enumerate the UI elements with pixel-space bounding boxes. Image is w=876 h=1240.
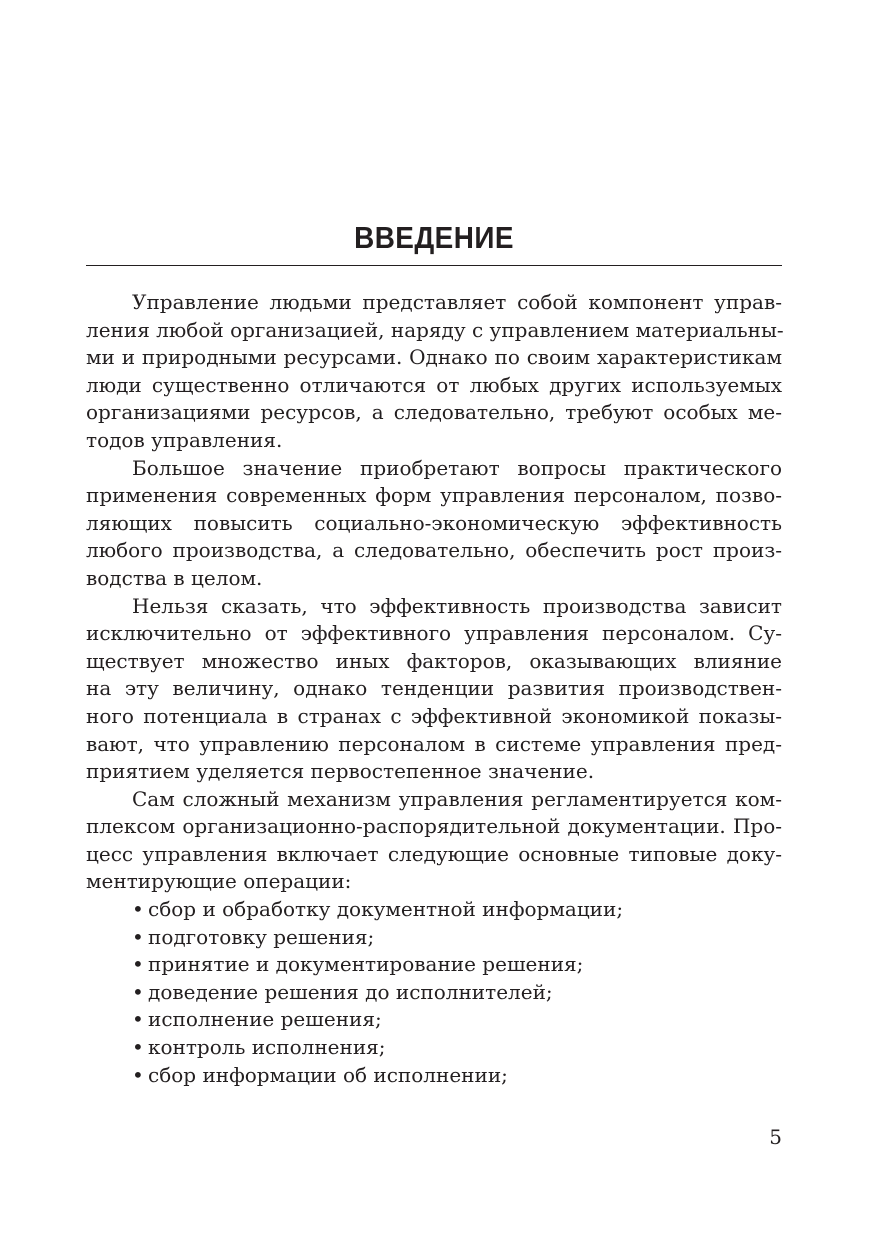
text-line: ляющих повысить социально-экономическую эффективность — [86, 510, 782, 535]
text-line: плексом организационно-распорядительной документации. Про- — [86, 814, 782, 839]
text-line: исключительно от эффективного управления персоналом. Су- — [86, 621, 782, 646]
bullet-icon: • — [132, 1007, 144, 1032]
text-line: организациями ресурсов, а следовательно, требуют особых ме- — [86, 400, 782, 425]
page-title: ВВЕДЕНИЕ — [354, 220, 514, 255]
list-item-text: исполнение решения; — [148, 1007, 382, 1032]
list-item-text: доведение решения до исполнителей; — [148, 979, 553, 1004]
body-text — [86, 289, 782, 1089]
list-item — [86, 896, 782, 924]
bullet-icon: • — [132, 979, 144, 1004]
page-number: 5 — [769, 1125, 782, 1149]
text-line: любого производства, а следовательно, обеспечить рост произ- — [86, 538, 782, 563]
text-line: тодов управления. — [86, 427, 283, 452]
text-line: ществует множество иных факторов, оказывающих влияние — [86, 648, 782, 673]
text-line: ления любой организацией, наряду с управлением материальны- — [86, 317, 784, 342]
bullet-icon: • — [132, 1062, 144, 1087]
list-item — [86, 979, 782, 1007]
bullet-icon: • — [132, 1035, 144, 1060]
list-item — [86, 1062, 782, 1090]
text-line: ментирующие операции: — [86, 869, 352, 894]
text-line: люди существенно отличаются от любых других используемых — [86, 372, 782, 397]
title-underline — [86, 265, 782, 266]
list-item-text: сбор информации об исполнении; — [148, 1062, 508, 1087]
text-line: цесс управления включает следующие основные типовые доку- — [86, 841, 782, 866]
text-line: ного потенциала в странах с эффективной экономикой показы- — [86, 703, 782, 728]
bullet-list — [86, 896, 782, 1089]
list-item — [86, 1034, 782, 1062]
bullet-icon: • — [132, 952, 144, 977]
paragraph — [86, 786, 782, 896]
text-line: Управление людьми представляет собой компонент управ- — [132, 290, 782, 314]
text-line: применения современных форм управления персоналом, позво- — [86, 483, 782, 508]
bullet-icon: • — [132, 924, 144, 949]
text-line: ми и природными ресурсами. Однако по своим характеристикам — [86, 345, 782, 370]
list-item — [86, 1006, 782, 1034]
text-line: водства в целом. — [86, 565, 263, 590]
text-line: приятием уделяется первостепенное значение. — [86, 759, 595, 784]
list-item-text: подготовку решения; — [148, 924, 375, 949]
paragraph — [86, 289, 782, 455]
text-line: Сам сложный механизм управления регламентируется ком- — [132, 786, 782, 811]
text-line: на эту величину, однако тенденции развития производствен- — [86, 676, 782, 701]
text-line: Большое значение приобретают вопросы практического — [132, 455, 782, 480]
list-item-text: контроль исполнения; — [148, 1035, 386, 1060]
text-line: вают, что управлению персоналом в системе управления пред- — [86, 731, 782, 756]
list-item — [86, 951, 782, 979]
text-line: Нельзя сказать, что эффективность производства зависит — [132, 593, 782, 618]
list-item-text: принятие и документирование решения; — [148, 952, 584, 977]
bullet-icon: • — [132, 897, 144, 922]
paragraph — [86, 593, 782, 786]
list-item-text: сбор и обработку документной информации; — [148, 897, 624, 922]
list-item — [86, 924, 782, 952]
paragraph — [86, 455, 782, 593]
